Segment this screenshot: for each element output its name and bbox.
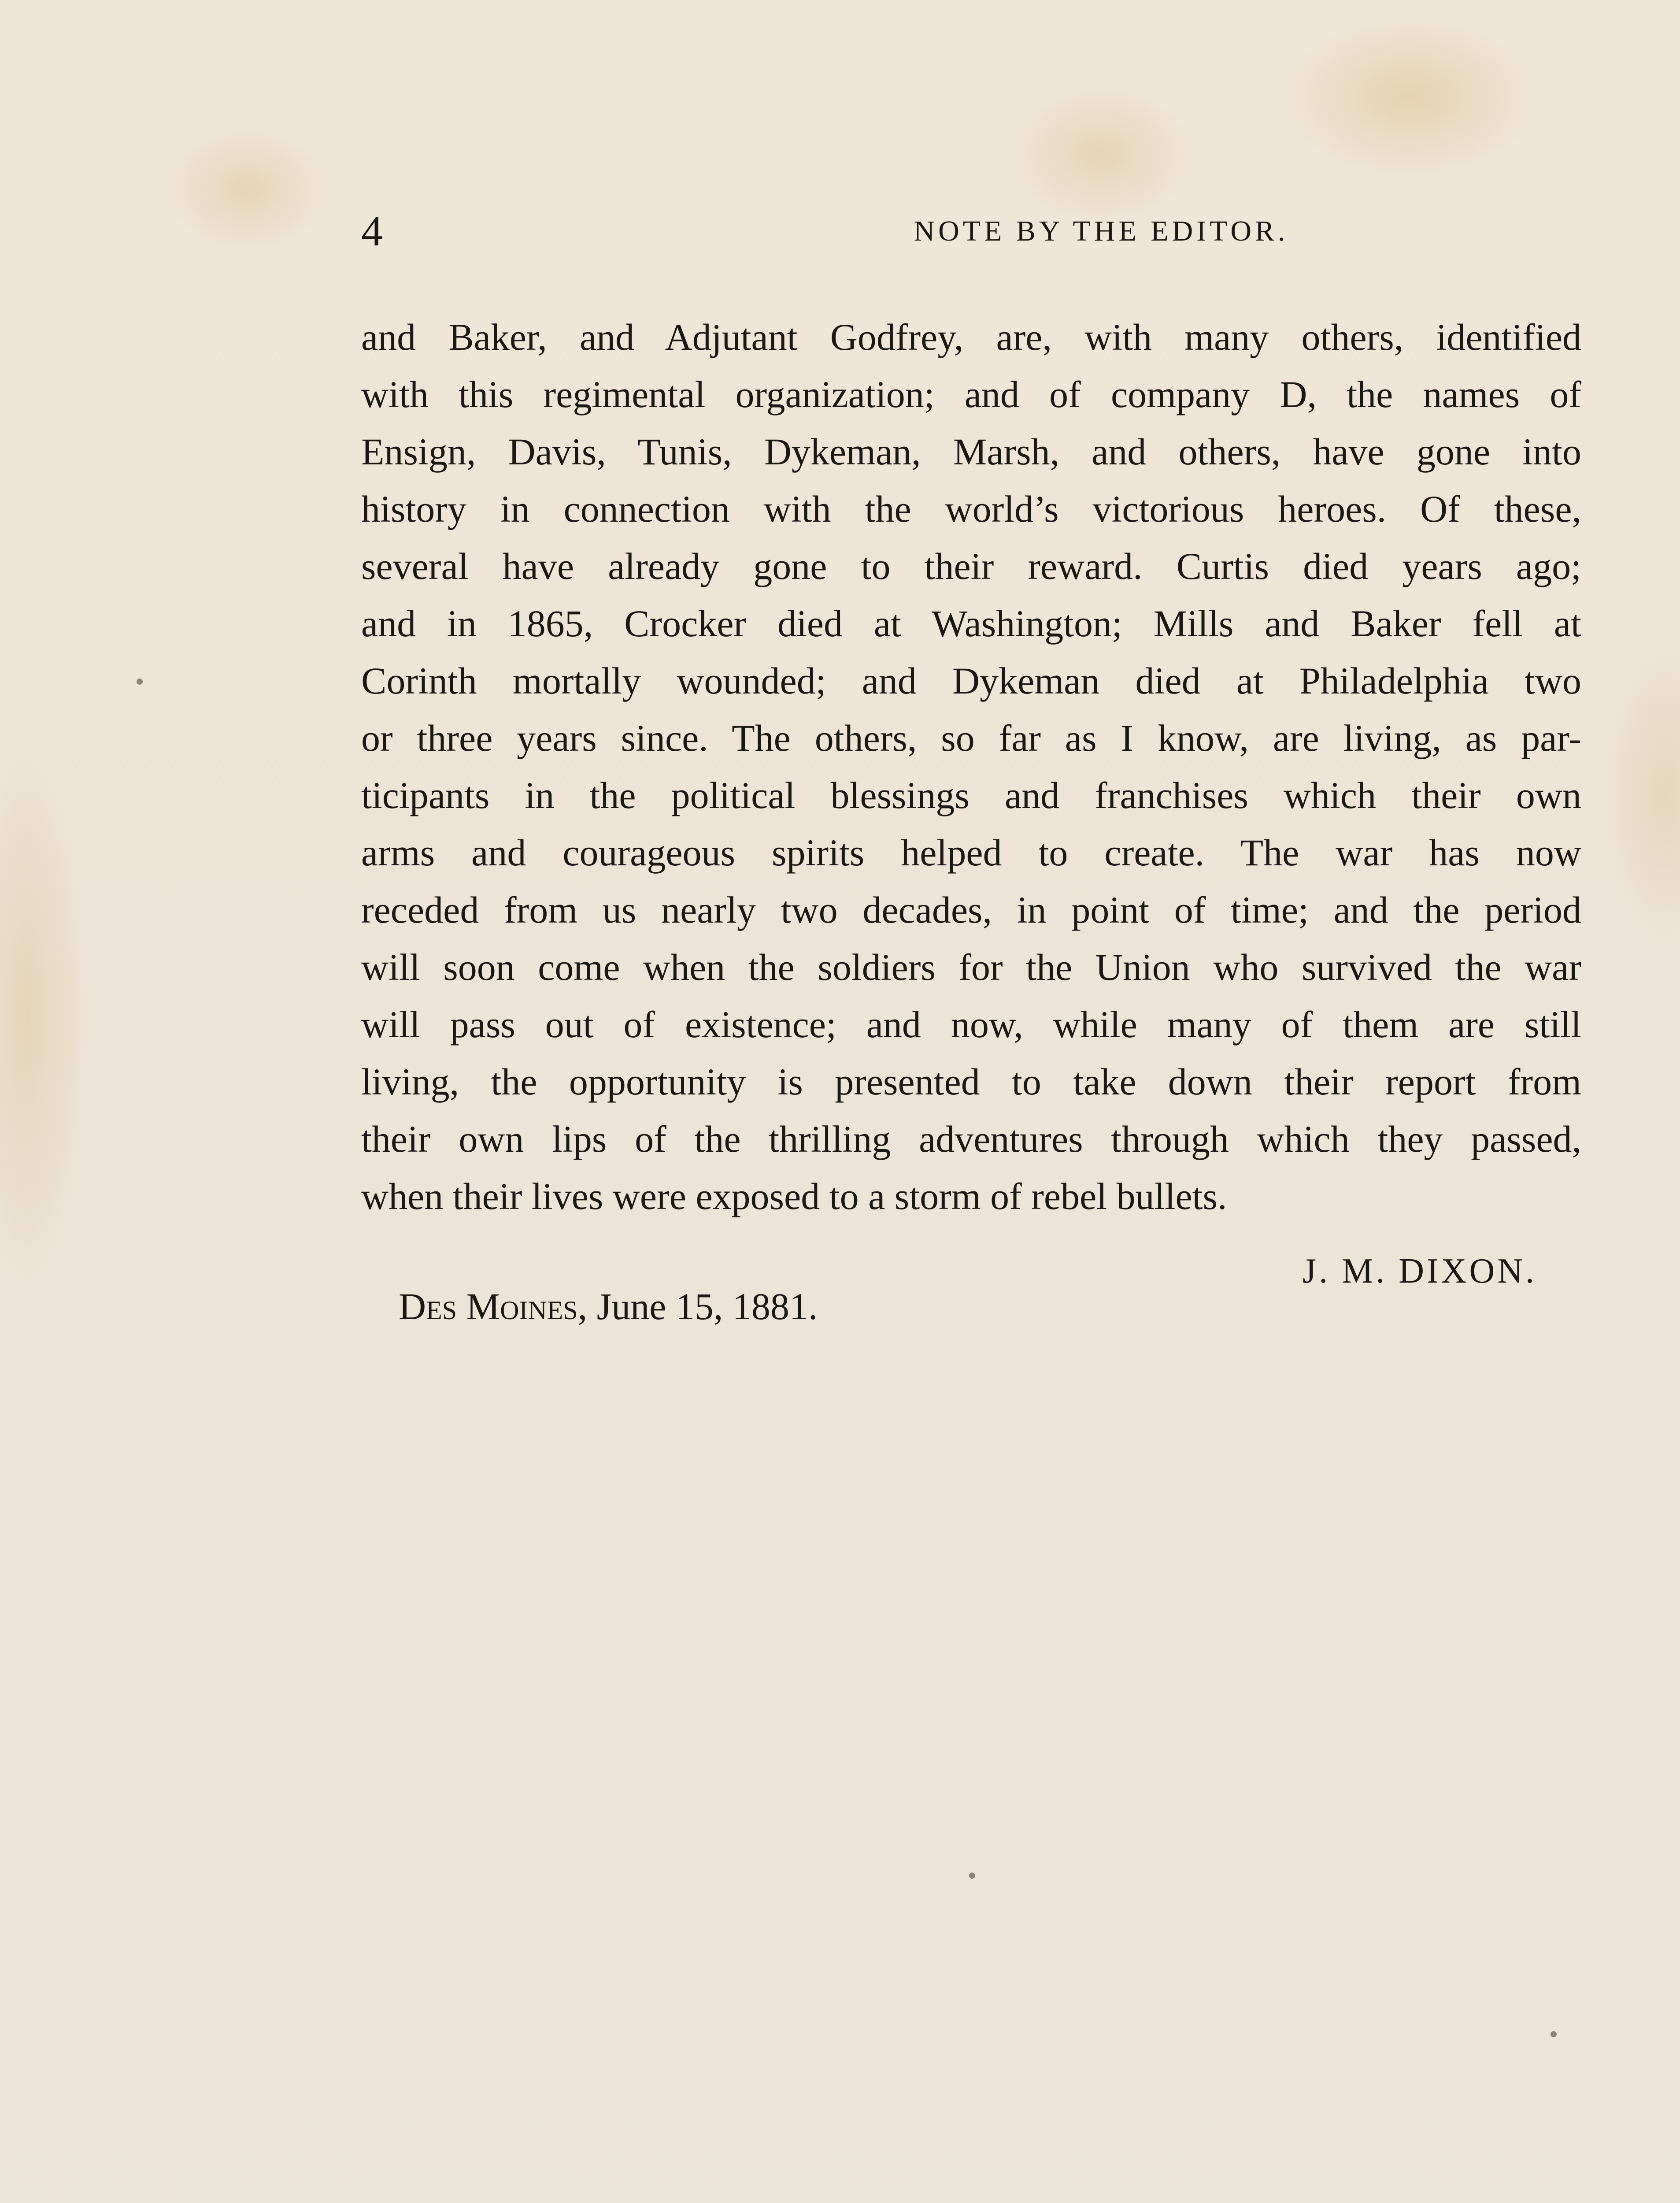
text-line: and Baker, and Adjutant Godfrey, are, with many others, identified — [361, 316, 1581, 358]
text-line: several have already gone to their reward. Curtis died years ago; — [361, 545, 1581, 587]
text-line: history in connection with the world’s victorious heroes. Of these, — [361, 488, 1581, 530]
body-paragraph — [361, 308, 1581, 1225]
dateline-place: Des Moines — [399, 1285, 578, 1328]
text-line: ticipants in the political blessings and franchises which their own — [361, 774, 1581, 816]
page-number: 4 — [361, 208, 383, 255]
text-line: receded from us nearly two decades, in point of time; and the period — [361, 889, 1581, 931]
text-line: their own lips of the thrilling adventures through which they passed, — [361, 1118, 1581, 1160]
text-line: when their lives were exposed to a storm of rebel bullets. — [361, 1175, 1227, 1217]
text-line: with this regimental organization; and of company D, the names of — [361, 373, 1581, 415]
dateline — [399, 1278, 818, 1335]
text-line: living, the opportunity is presented to take down their report from — [361, 1061, 1581, 1103]
text-line: and in 1865, Crocker died at Washington; Mills and Baker fell at — [361, 602, 1581, 645]
text-line: Ensign, Davis, Tunis, Dykeman, Marsh, and others, have gone into — [361, 430, 1581, 473]
paper-speck — [969, 1873, 975, 1879]
text-line: will soon come when the soldiers for the Union who survived the war — [361, 946, 1581, 988]
text-line: arms and courageous spirits helped to create. The war has now — [361, 831, 1581, 874]
page-header — [361, 205, 1581, 258]
paper-speck — [1550, 2031, 1557, 2037]
text-line: will pass out of existence; and now, while many of them are still — [361, 1003, 1581, 1046]
dateline-date: , June 15, 1881. — [577, 1285, 818, 1328]
paper-speck — [137, 679, 143, 685]
text-line: or three years since. The others, so far as I know, are living, as par- — [361, 717, 1581, 759]
signature: J. M. DIXON. — [1303, 1252, 1537, 1291]
running-head: NOTE BY THE EDITOR. — [914, 215, 1289, 247]
text-line: Corinth mortally wounded; and Dykeman died at Philadelphia two — [361, 660, 1581, 702]
